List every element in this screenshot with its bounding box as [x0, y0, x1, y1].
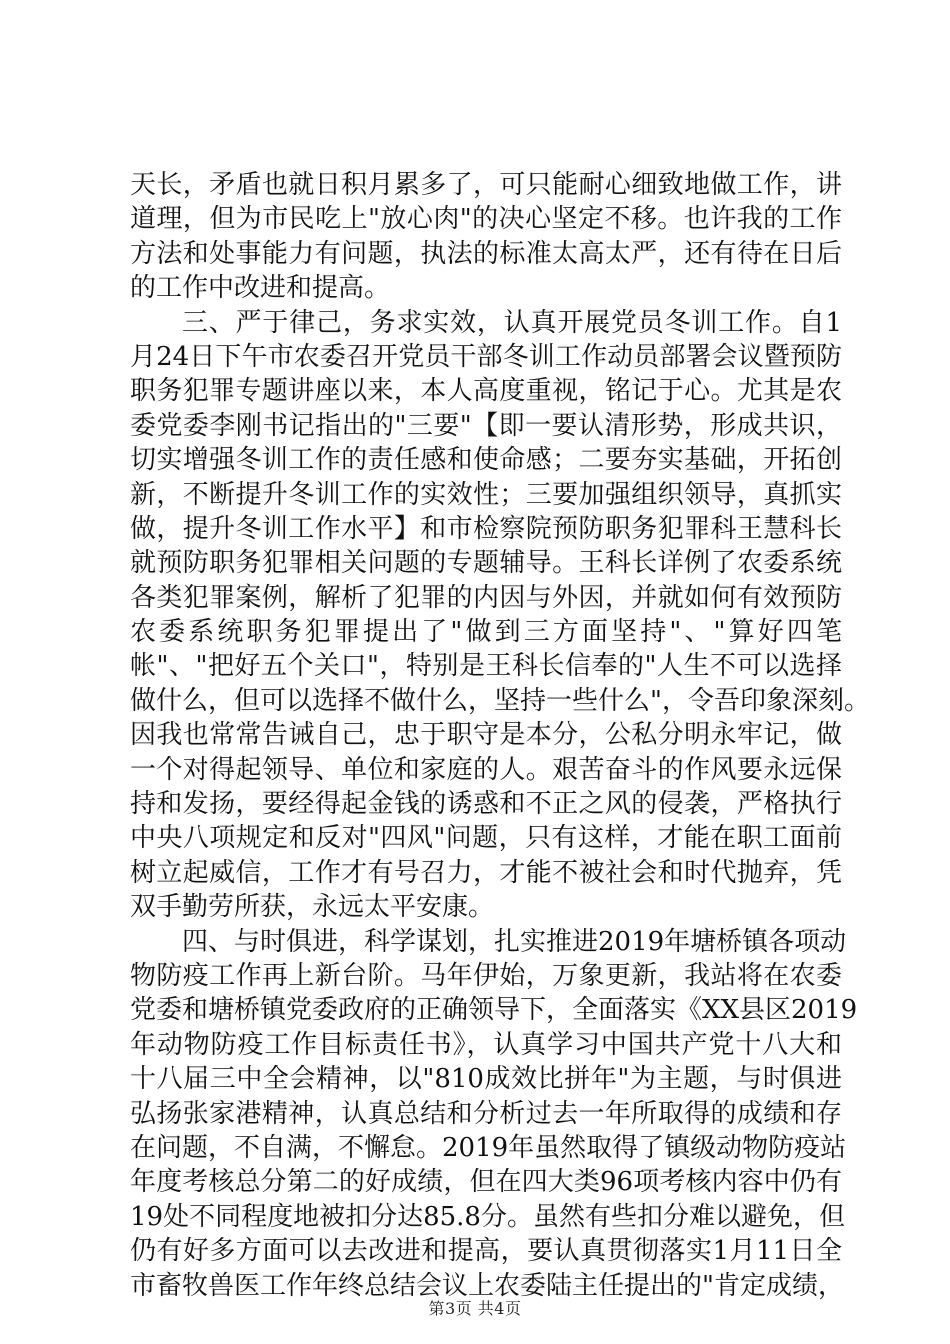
text-line: 树立起威信，工作才有号召力，才能不被社会和时代抛弃，凭 [130, 857, 842, 888]
page-number-footer: 第3页 共4页 [428, 1299, 522, 1318]
paragraph-start-line: 三、严于律己，务求实效，认真开展党员冬训工作。自1 [182, 307, 842, 338]
paragraph-start-line: 四、与时俱进，科学谋划，扎实推进2019年塘桥镇各项动 [182, 926, 847, 957]
text-line: 物防疫工作再上新台阶。马年伊始，万象更新，我站将在农委 [130, 960, 842, 991]
text-line: 方法和处事能力有问题，执法的标准太高太严，还有待在日后 [130, 238, 842, 269]
text-line: 双手勤劳所获，永远太平安康。 [130, 892, 495, 923]
text-line: 中央八项规定和反对"四风"问题，只有这样，才能在职工面前 [130, 823, 842, 854]
text-line: 的工作中改进和提高。 [130, 273, 391, 304]
text-line: 弘扬张家港精神，认真总结和分析过去一年所取得的成绩和存 [130, 1098, 842, 1129]
text-line: 19处不同程度地被扣分达85.8分。虽然有些扣分难以避免，但 [130, 1201, 845, 1232]
text-line: 做什么，但可以选择不做什么，坚持一些什么"，令吾印象深刻。 [130, 685, 870, 716]
text-line: 市畜牧兽医工作年终总结会议上农委陆主任提出的"肯定成绩， [130, 1270, 844, 1301]
text-line: 切实增强冬训工作的责任感和使命感；二要夯实基础，开拓创 [130, 445, 842, 476]
text-line: 各类犯罪案例，解析了犯罪的内因与外因，并就如何有效预防 [130, 582, 842, 613]
text-line: 帐"、"把好五个关口"，特别是王科长信奉的"人生不可以选择 [130, 651, 842, 682]
text-line: 委党委李刚书记指出的"三要"【即一要认清形势，形成共识， [130, 410, 842, 441]
text-line: 年度考核总分第二的好成绩，但在四大类96项考核内容中仍有 [130, 1167, 842, 1198]
text-line: 因我也常常告诫自己，忠于职守是本分，公私分明永牢记，做 [130, 720, 842, 751]
text-line: 年动物防疫工作目标责任书》，认真学习中国共产党十八大和 [130, 1029, 842, 1060]
text-line: 党委和塘桥镇党委政府的正确领导下，全面落实《XX县区2019 [130, 995, 858, 1026]
text-line: 十八届三中全会精神，以"810成效比拼年"为主题，与时俱进 [130, 1064, 842, 1095]
text-line: 就预防职务犯罪相关问题的专题辅导。王科长详例了农委系统 [130, 548, 842, 579]
text-line: 做，提升冬训工作水平】和市检察院预防职务犯罪科王慧科长 [130, 513, 842, 544]
text-line: 职务犯罪专题讲座以来，本人高度重视，铭记于心。尤其是农 [130, 376, 842, 407]
text-line: 持和发扬，要经得起金钱的诱惑和不正之风的侵袭，严格执行 [130, 789, 842, 820]
text-line: 一个对得起领导、单位和家庭的人。艰苦奋斗的作风要永远保 [130, 754, 842, 785]
text-line: 新，不断提升冬训工作的实效性；三要加强组织领导，真抓实 [130, 479, 842, 510]
text-line: 仍有好多方面可以去改进和提高，要认真贯彻落实1月11日全 [130, 1236, 842, 1267]
text-line: 月24日下午市农委召开党员干部冬训工作动员部署会议暨预防 [130, 341, 842, 372]
text-line: 农委系统职务犯罪提出了"做到三方面坚持"、"算好四笔 [130, 617, 842, 648]
document-body [130, 168, 870, 1303]
text-line: 道理，但为市民吃上"放心肉"的决心坚定不移。也许我的工作 [130, 204, 842, 235]
text-line: 在问题，不自满，不懈怠。2019年虽然取得了镇级动物防疫站 [130, 1132, 847, 1163]
text-line: 天长，矛盾也就日积月累多了，可只能耐心细致地做工作，讲 [130, 170, 842, 200]
